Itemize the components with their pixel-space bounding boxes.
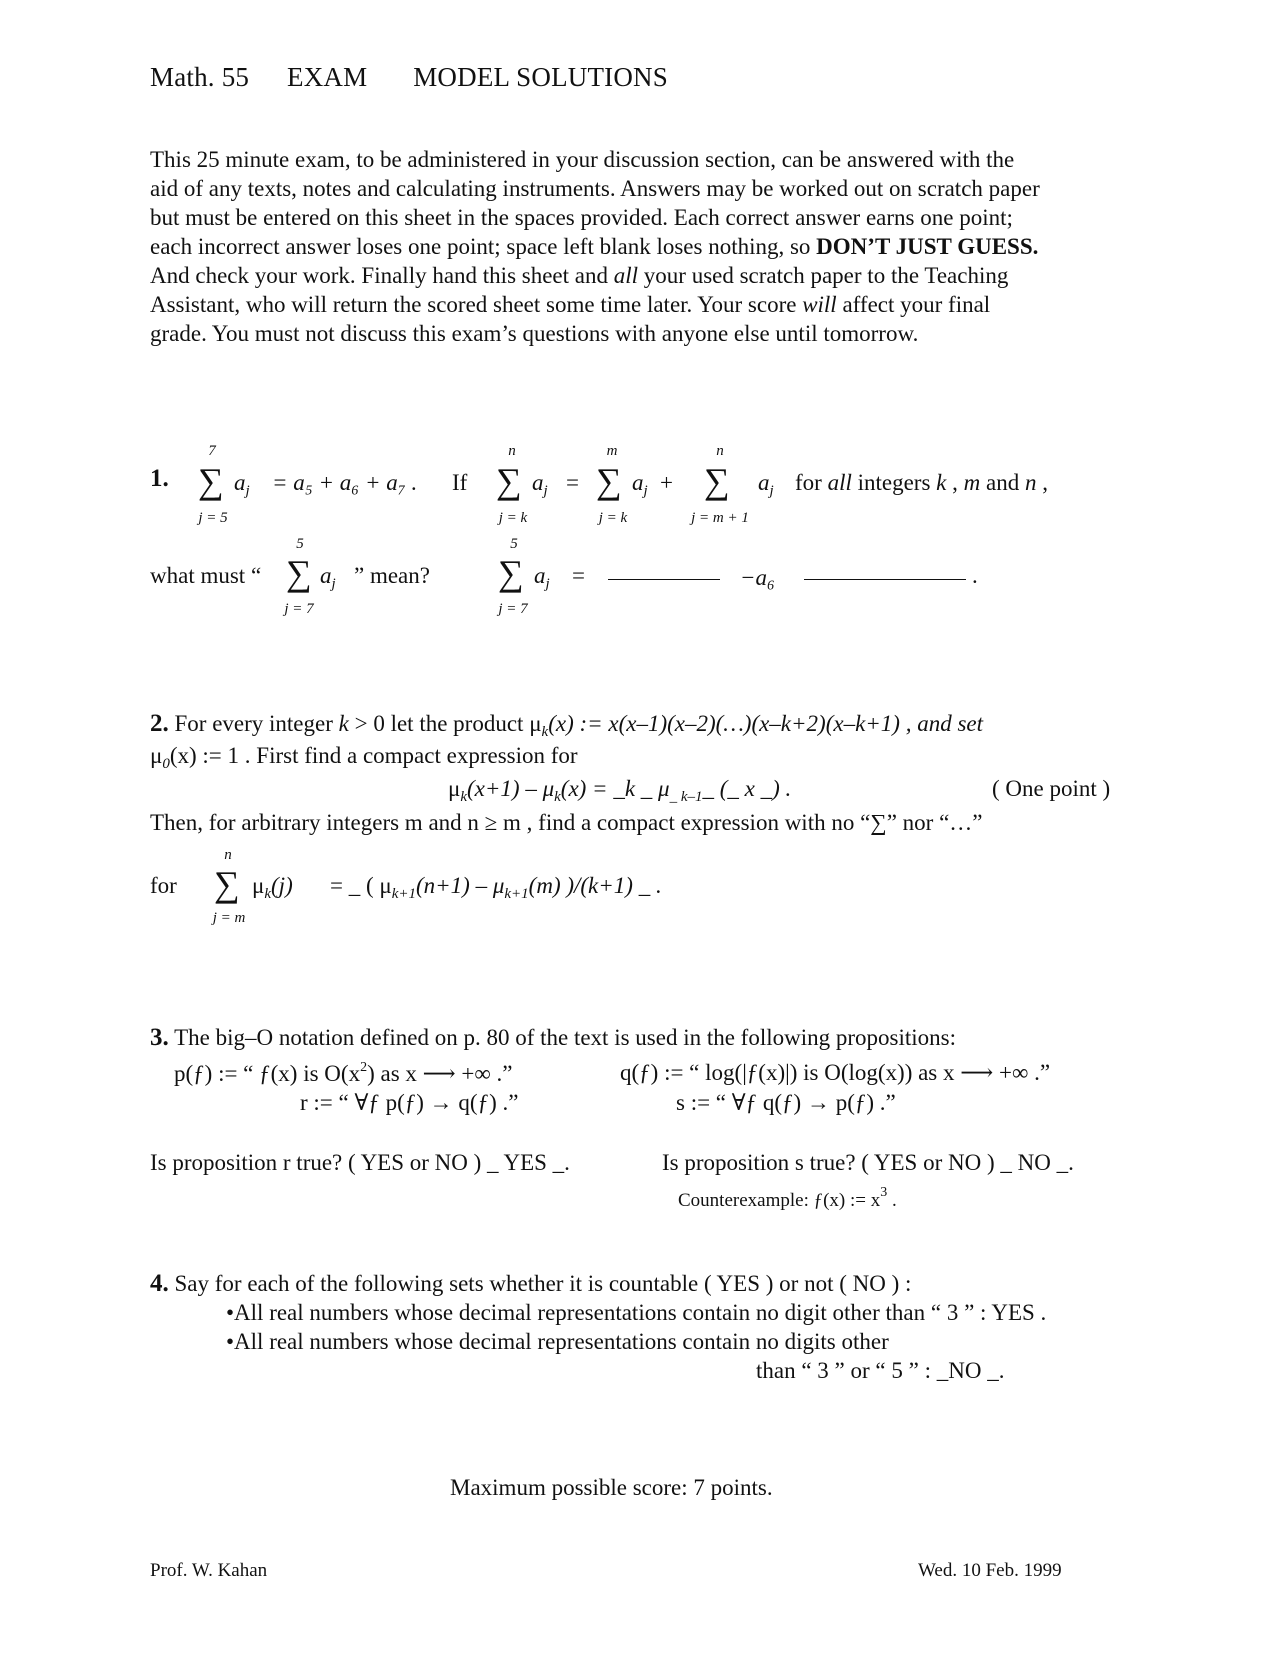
sum-lower-limit: j = m xyxy=(212,910,246,926)
intro-line: each incorrect answer loses one point; space left blank loses nothing, so DON’T JUST GUESS. xyxy=(150,234,1039,259)
q2-second-answer: = _ ( $\mu_{k+1}(n+1) - \mu_{k+1}(m)$ )/(k+1) _ . xyxy=(330,873,662,902)
sum-upper-limit: 7 xyxy=(208,443,216,459)
sum-upper-limit: m xyxy=(606,443,618,459)
intro-line: This 25 minute exam, to be administered in your discussion section, can be answered with the xyxy=(150,147,1015,172)
q-definition: q(ƒ) := “ log(|ƒ(x)|) is O(log(x)) as x ⟶ +∞ .” xyxy=(620,1060,1051,1085)
for-all-integers-text: for all integers k , m and n , xyxy=(795,470,1048,495)
intro-line: grade. You must not discuss this exam’s questions with anyone else until tomorrow. xyxy=(150,321,919,346)
q4-line-1: 4. Say for each of the following sets whether it is countable ( YES ) or not ( NO ) : xyxy=(150,1270,912,1297)
q2-line-4: Then, for arbitrary integers m and n ≥ m , find a compact expression with no “∑” nor “…” xyxy=(150,810,983,835)
dont-guess-warning: DON’T JUST GUESS. xyxy=(816,234,1039,259)
sigma-symbol: ∑ xyxy=(198,461,224,501)
q4-bullet-2: •All real numbers whose decimal representations contain no digits other xyxy=(226,1329,889,1354)
sum-upper-limit: 5 xyxy=(296,536,304,552)
sum-upper-limit: n xyxy=(224,847,232,863)
sigma-symbol: ∑ xyxy=(496,461,522,501)
question-number: 2. xyxy=(150,710,169,737)
sum-upper-limit: 5 xyxy=(510,536,518,552)
sum-term: $a_j$ xyxy=(234,470,250,499)
page-title xyxy=(150,62,668,93)
intro-line: but must be entered on this sheet in the spaces provided. Each correct answer earns one point; xyxy=(150,205,1013,230)
question-number: 1. xyxy=(150,465,169,492)
sum-upper-limit: n xyxy=(508,443,516,459)
course-name: Math. 55 xyxy=(150,62,250,92)
sigma-symbol: ∑ xyxy=(214,864,240,904)
s-definition: s := “ ∀ƒ q(ƒ) → p(ƒ) .” xyxy=(676,1090,896,1115)
sum-term: $\mu_k(j)$ xyxy=(252,873,293,902)
plus-sign: + xyxy=(660,470,673,495)
equals-sign: = xyxy=(566,470,579,495)
q2-first-answer: $\mu_k(x+1) - \mu_k(x)$ = _k _ $\mu_{\_ k-1}\_$ (_ x _) . xyxy=(448,776,792,805)
max-score: Maximum possible score: 7 points. xyxy=(450,1475,773,1500)
sigma-symbol: ∑ xyxy=(286,553,312,593)
sum-term: $a_j$ xyxy=(534,563,550,592)
sum-term: $a_j$ xyxy=(532,470,548,499)
sum-expansion: = a₅ + a₆ + a₇ . xyxy=(272,470,418,495)
sum-term: $a_j$ xyxy=(632,470,648,499)
sum-lower-limit: j = 7 xyxy=(284,601,314,617)
sum-lower-limit: j = 5 xyxy=(198,510,228,526)
mean-text: ” mean? xyxy=(354,563,430,588)
intro-line: And check your work. Finally hand this sheet and all your used scratch paper to the Teaching xyxy=(150,263,1009,288)
sum-term: $a_j$ xyxy=(758,470,774,499)
q4-bullet-1: •All real numbers whose decimal representations contain no digit other than “ 3 ” : YES . xyxy=(226,1300,1047,1325)
s-question-answer: Is proposition s true? ( YES or NO ) _ NO _. xyxy=(662,1150,1074,1175)
if-word: If xyxy=(452,470,468,495)
what-must-text: what must “ xyxy=(150,563,262,588)
exam-label: EXAM xyxy=(287,62,368,92)
sum-upper-limit: n xyxy=(716,443,724,459)
sigma-symbol: ∑ xyxy=(596,461,622,501)
one-point-note: ( One point ) xyxy=(992,776,1111,801)
q1-answer: −a₆ xyxy=(740,565,776,590)
q2-line-1: 2. For every integer k > 0 let the product $\mu_k(x)$ := x(x–1)(x–2)(…)(x–k+2)(x–k+1) , and set xyxy=(150,710,984,740)
p-definition: p(ƒ) := “ ƒ(x) is $O(x^2)$ as x ⟶ +∞ .” xyxy=(174,1060,513,1086)
intro-line: Assistant, who will return the scored sheet some time later. Your score will affect your final xyxy=(150,292,991,317)
answer-underline-right xyxy=(804,579,966,580)
answer-underline-left xyxy=(608,579,720,580)
author: Prof. W. Kahan xyxy=(150,1560,268,1581)
model-solutions-label: MODEL SOLUTIONS xyxy=(413,62,668,92)
r-definition: r := “ ∀ƒ p(ƒ) → q(ƒ) .” xyxy=(300,1090,519,1115)
question-number: 4. xyxy=(150,1270,169,1297)
intro-line: aid of any texts, notes and calculating instruments. Answers may be worked out on scratch paper xyxy=(150,176,1040,201)
question-number: 3. xyxy=(150,1024,169,1051)
q2-line-2: $\mu_0(x)$ := 1 . First find a compact expression for xyxy=(150,743,578,772)
intro-paragraph xyxy=(150,145,1150,348)
sum-lower-limit: j = 7 xyxy=(498,601,528,617)
equals-sign: = xyxy=(572,563,585,588)
sigma-symbol: ∑ xyxy=(704,461,730,501)
sum-term: $a_j$ xyxy=(320,563,336,592)
r-question-answer: Is proposition r true? ( YES or NO ) _ YES _. xyxy=(150,1150,570,1175)
period: . xyxy=(972,563,978,588)
sum-lower-limit: j = k xyxy=(598,510,628,526)
sigma-symbol: ∑ xyxy=(498,553,524,593)
sum-lower-limit: j = k xyxy=(498,510,528,526)
q4-bullet-2-answer: than “ 3 ” or “ 5 ” : _NO _. xyxy=(756,1358,1005,1383)
sum-lower-limit: j = m + 1 xyxy=(691,510,749,526)
q3-line-1: 3. The big–O notation defined on p. 80 of the text is used in the following propositions: xyxy=(150,1024,956,1051)
counterexample: Counterexample: ƒ(x) := $x^3$ . xyxy=(678,1185,897,1211)
date: Wed. 10 Feb. 1999 xyxy=(918,1560,1062,1581)
for-word: for xyxy=(150,873,177,898)
